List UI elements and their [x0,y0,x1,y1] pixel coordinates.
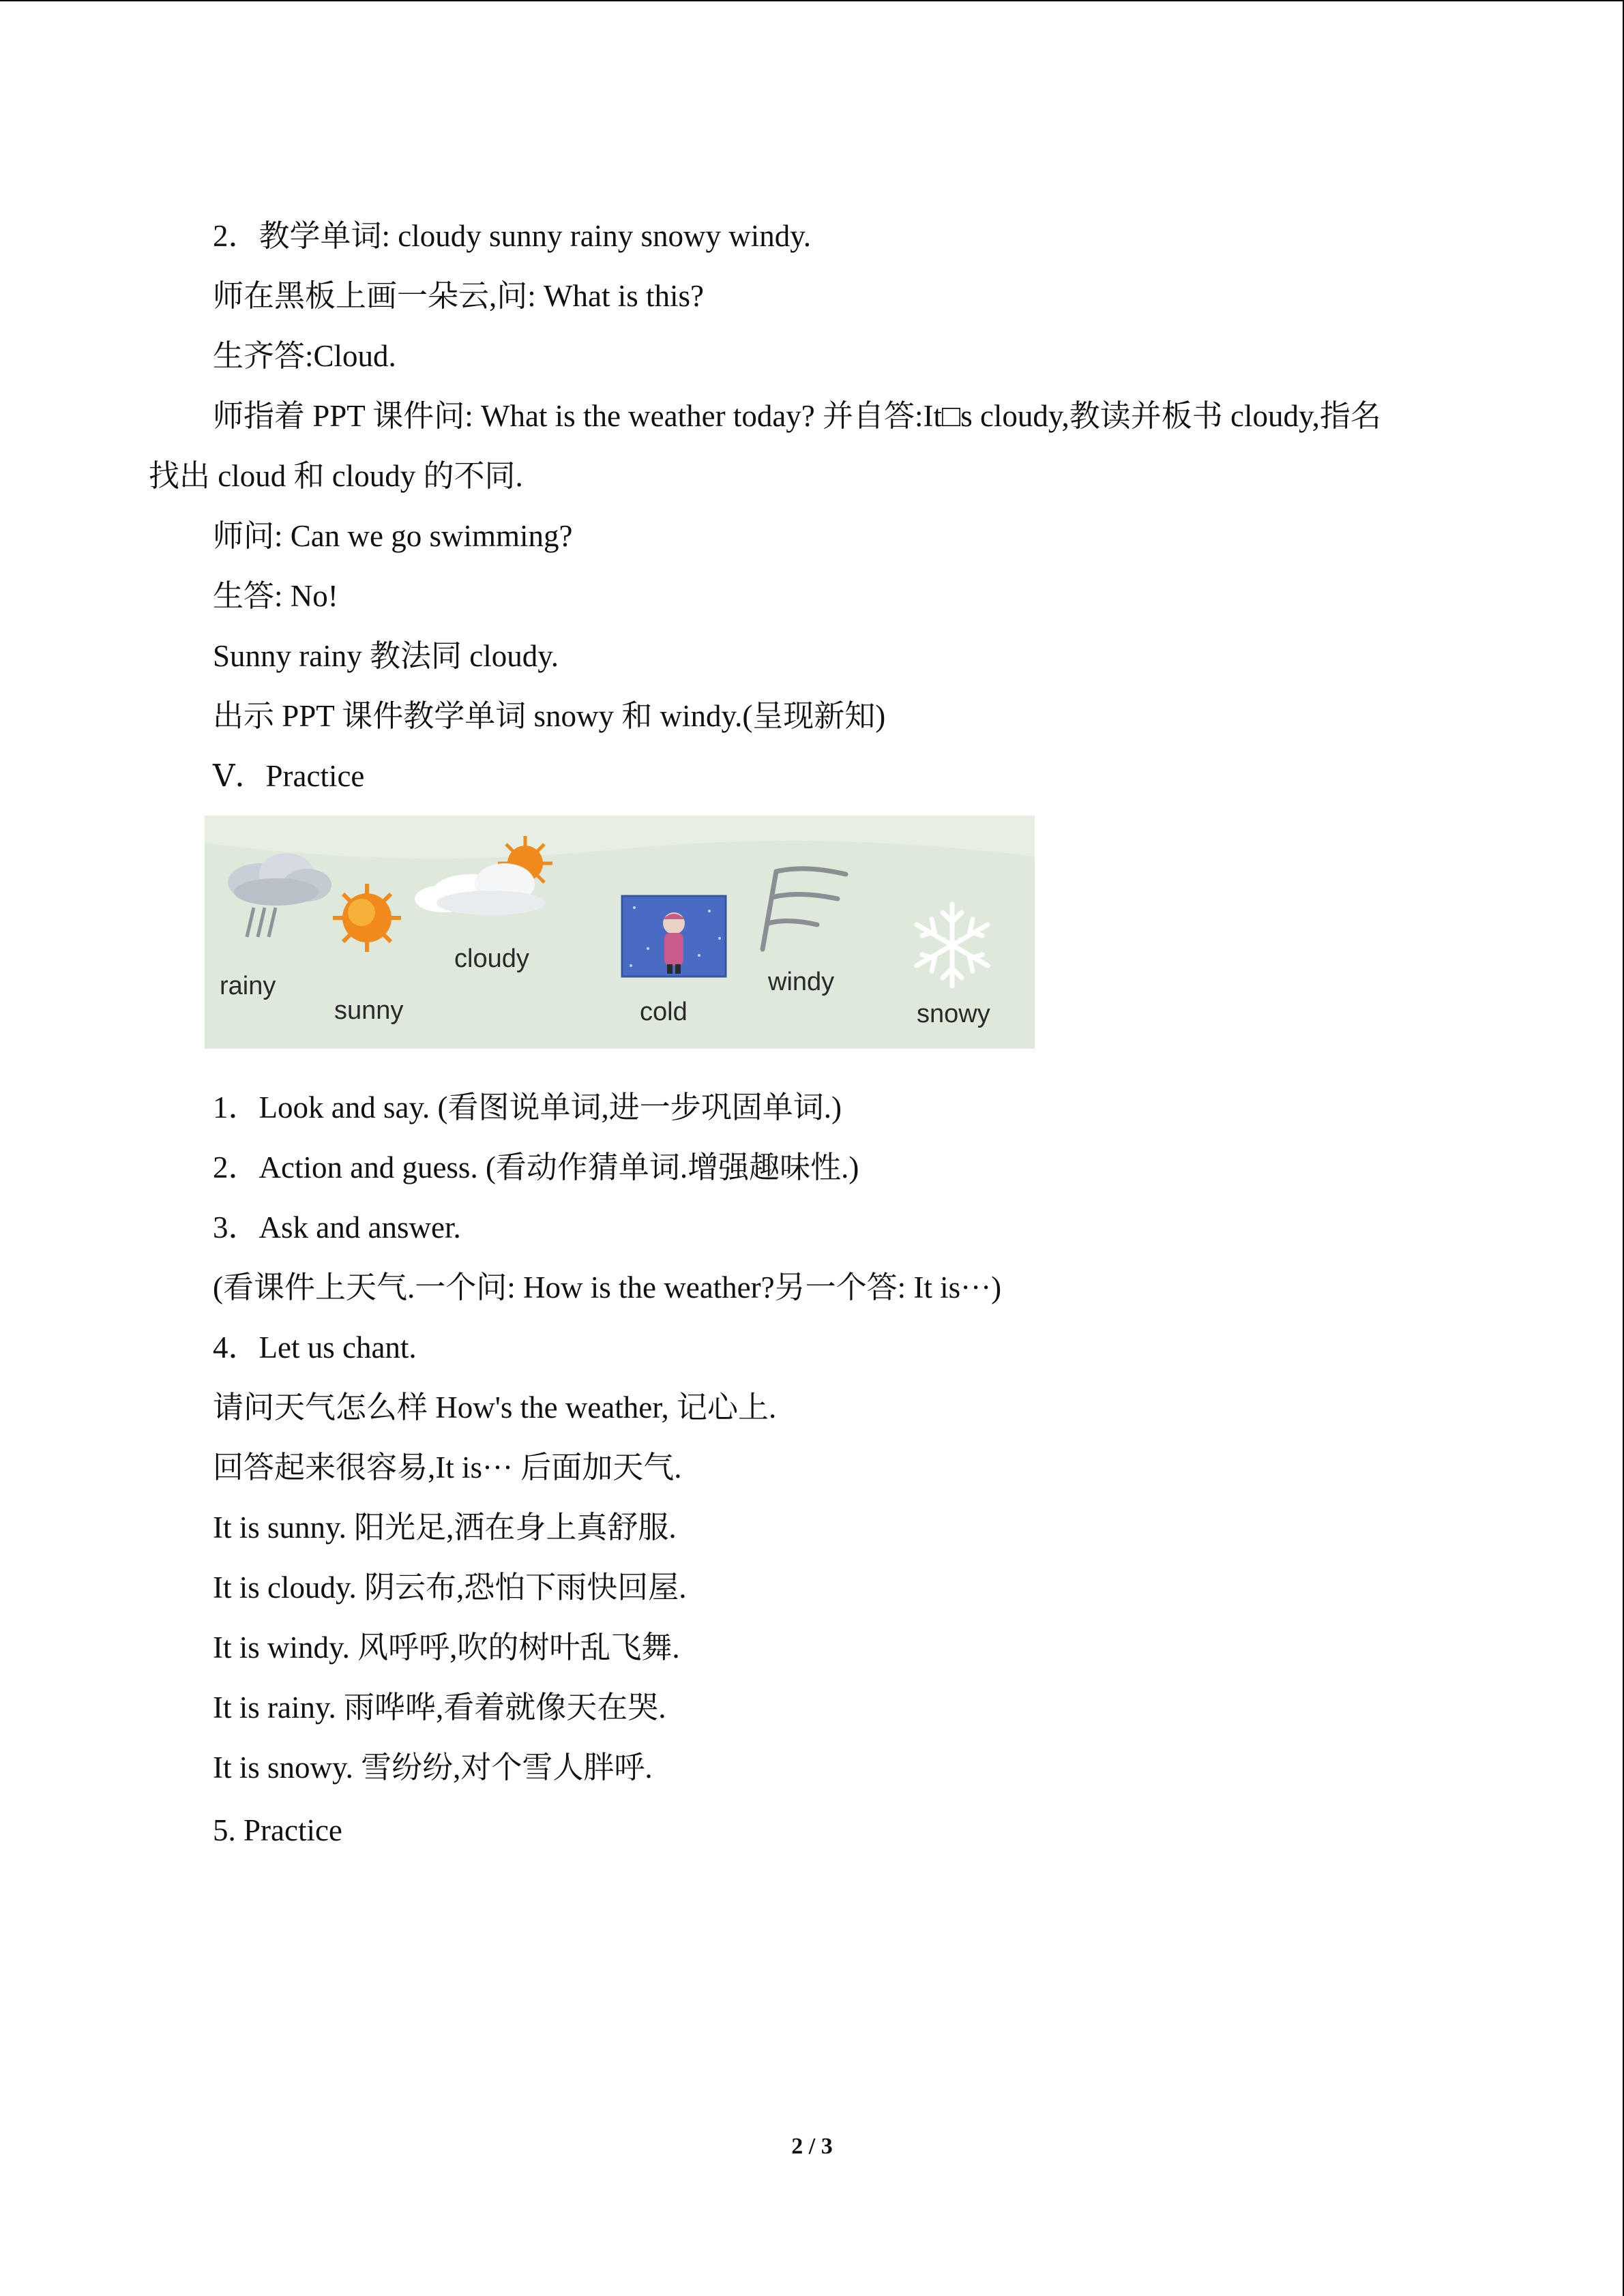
text-line-ask-and-answer: 3．Ask and answer. [213,1210,461,1244]
text-line-cloud-vs-cloudy: 找出 cloud 和 cloudy 的不同. [149,459,523,493]
page-number: 2 / 3 [791,2134,833,2159]
label-cloudy: cloudy [454,944,529,973]
text-line-students-answer-cloud: 生齐答:Cloud. [213,339,396,373]
text-line-ask-answer-detail: (看课件上天气.一个问: How is the weather?另一个答: It is···) [213,1270,1002,1304]
weather-illustration [205,816,1035,1049]
text-line-let-us-chant: 4．Let us chant. [213,1330,417,1365]
text-line-action-and-guess: 2．Action and guess. (看动作猜单词.增强趣味性.) [213,1150,859,1184]
chant-line-rainy: It is rainy. 雨哗哗,看着就像天在哭. [213,1690,666,1725]
section-heading-practice: Ⅴ．Practice [213,759,365,793]
chant-line-windy: It is windy. 风呼呼,吹的树叶乱飞舞. [213,1630,680,1665]
cold-person-icon [622,896,726,976]
sun-icon [333,884,401,952]
label-snowy: snowy [917,1000,990,1028]
chant-line-2: 回答起来很容易,It is··· 后面加天气. [213,1450,682,1485]
text-line-vocab-words: 2．教学单词: cloudy sunny rainy snowy windy. [213,219,812,253]
label-sunny: sunny [334,996,404,1025]
label-windy: windy [768,968,835,996]
text-line-snowy-windy: 出示 PPT 课件教学单词 snowy 和 windy.(呈现新知) [213,699,886,733]
text-line-teacher-asks-weather: 师指着 PPT 课件问: What is the weather today? 并自答:It□s cloudy,教读并板书 cloudy,指名 [213,399,1381,433]
chant-line-snowy: It is snowy. 雪纷纷,对个雪人胖呼. [213,1750,653,1785]
label-rainy: rainy [220,972,276,1000]
chant-line-sunny: It is sunny. 阳光足,洒在身上真舒服. [213,1510,677,1545]
text-line-practice-5: 5. Practice [213,1813,342,1847]
text-line-teacher-draws-cloud: 师在黑板上画一朵云,问: What is this? [213,279,704,313]
chant-line-cloudy: It is cloudy. 阴云布,恐怕下雨快回屋. [213,1570,687,1605]
top-border [0,0,1624,1]
label-cold: cold [640,998,688,1026]
text-line-sunny-rainy-method: Sunny rainy 教法同 cloudy. [213,639,559,673]
text-line-look-and-say: 1．Look and say. (看图说单词,进一步巩固单词.) [213,1090,842,1124]
text-line-teacher-asks-swimming: 师问: Can we go swimming? [213,519,573,553]
chant-line-1: 请问天气怎么样 How's the weather, 记心上. [213,1390,777,1425]
text-line-students-answer-no: 生答: No! [213,579,338,613]
